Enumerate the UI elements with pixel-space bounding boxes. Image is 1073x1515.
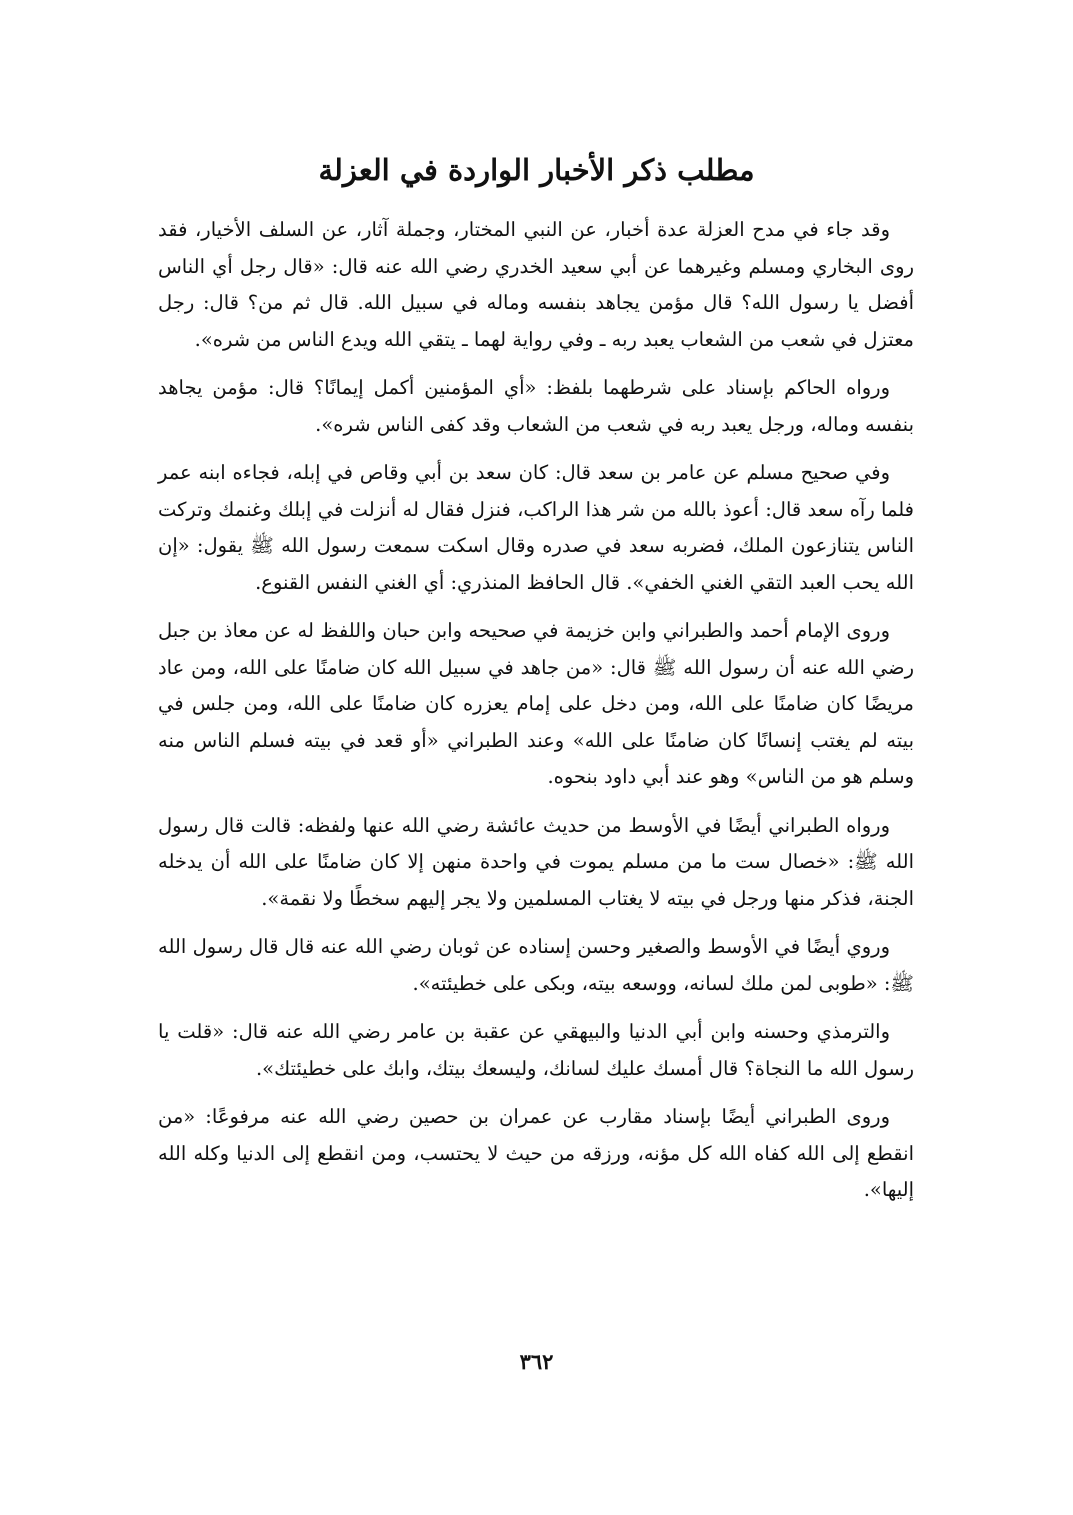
section-heading: مطلب ذكر الأخبار الواردة في العزلة [318,153,755,187]
paragraph: وروي أيضًا في الأوسط والصغير وحسن إسناده عن ثوبان رضي الله عنه قال قال رسول الله ﷺ: «طوبى لمن ملك لسانه، ووسعه بيته، وبكى على خطيئته». [158,935,914,995]
paragraph: وفي صحيح مسلم عن عامر بن سعد قال: كان سعد بن أبي وقاص في إبله، فجاءه ابنه عمر فلما رآه سعد قال: أعوذ بالله من شر هذا الراكب، فنزل فقال له أنزلت في إبلك وغنمك وتركت الناس يتنازعون الملك، فضربه سعد في صدره وقال اسكت سمعت رسول الله ﷺ يقول: «إن الله يحب العبد التقي الغني الخفي». قال الحافظ المنذري: أي الغني النفس القنوع. [158,461,914,594]
body-text [158,212,914,1221]
paragraph: وروى الإمام أحمد والطبراني وابن خزيمة في صحيحه وابن حبان واللفظ له عن معاذ بن جبل رضي الله عنه أن رسول الله ﷺ قال: «من جاهد في سبيل الله كان ضامنًا على الله، ومن عاد مريضًا كان ضامنًا على الله، ومن دخل على إمام يعزره كان ضامنًا على الله، ومن جلس في بيته لم يغتب إنسانًا كان ضامنًا على الله» وعند الطبراني «أو قعد في بيته فسلم الناس منه وسلم هو من الناس» وهو عند أبي داود بنحوه. [158,619,914,788]
paragraph: ورواه الطبراني أيضًا في الأوسط من حديث عائشة رضي الله عنها ولفظه: قالت قال رسول الله ﷺ: «خصال ست ما من مسلم يموت في واحدة منهن إلا كان ضامنًا على الله أن يدخله الجنة، فذكر منها ورجل في بيته لا يغتاب المسلمين ولا يجر إليهم سخطًا ولا نقمة». [158,813,914,910]
page-number: ٣٦٢ [519,1349,554,1374]
paragraph: ورواه الحاكم بإسناد على شرطهما بلفظ: «أي المؤمنين أكمل إيمانًا؟ قال: مؤمن يجاهد بنفسه وماله، ورجل يعبد ربه في شعب من الشعاب وقد كفى الناس شره». [158,376,914,436]
paragraph: وروى الطبراني أيضًا بإسناد مقارب عن عمران بن حصين رضي الله عنه مرفوعًا: «من انقطع إلى الله كفاه الله كل مؤنه، ورزقه من حيث لا يحتسب، ومن انقطع إلى الدنيا وكله الله إليها». [158,1105,914,1201]
paragraph: وقد جاء في مدح العزلة عدة أخبار، عن النبي المختار، وجملة آثار، عن السلف الأخيار، فقد روى البخاري ومسلم وغيرهما عن أبي سعيد الخدري رضي الله عنه قال: «قال رجل أي الناس أفضل يا رسول الله؟ قال مؤمن يجاهد بنفسه وماله في سبيل الله. قال ثم من؟ قال: رجل معتزل في شعب من الشعاب يعبد ربه ـ وفي رواية لهما ـ يتقي الله ويدع الناس من شره». [158,218,914,351]
paragraph: والترمذي وحسنه وابن أبي الدنيا والبيهقي عن عقبة بن عامر رضي الله عنه قال: «قلت يا رسول الله ما النجاة؟ قال أمسك عليك لسانك، وليسعك بيتك، وابك على خطيئتك». [158,1020,914,1080]
